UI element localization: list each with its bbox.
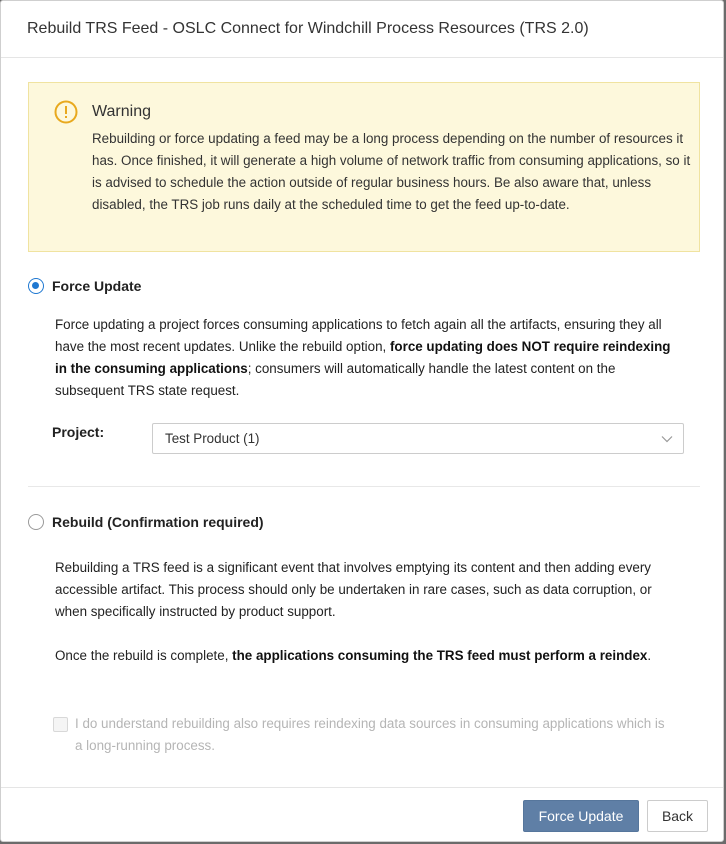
rebuild-note <box>55 645 675 667</box>
rebuild-confirm-checkbox[interactable] <box>53 717 68 732</box>
dialog-footer <box>1 787 723 842</box>
dialog-header <box>1 1 723 58</box>
project-select[interactable] <box>152 423 684 454</box>
rebuild-description: Rebuilding a TRS feed is a significant event that involves emptying its content and then adding every accessible artifact. This process should only be undertaken in rare cases, such as data corruption, or when specifically instructed by product support. <box>55 560 652 619</box>
force-update-description <box>55 314 675 402</box>
warning-title: Warning <box>92 103 151 120</box>
back-button[interactable]: Back <box>647 800 708 832</box>
chevron-down-icon <box>661 433 673 445</box>
project-select-value: Test Product (1) <box>165 431 260 446</box>
force-update-desc-part-2: ; consumers will automatically handle the latest content on the subsequent TRS state request. <box>55 361 616 398</box>
force-update-desc-bold: force updating does NOT require reindexing in the consuming applications <box>55 339 671 376</box>
project-label: Project: <box>52 424 105 440</box>
rebuild-note-part-1: Once the rebuild is complete, <box>55 648 233 663</box>
rebuild-radio[interactable] <box>28 514 44 530</box>
force-update-label[interactable]: Force Update <box>52 278 142 294</box>
force-update-button[interactable]: Force Update <box>523 800 639 832</box>
force-update-desc-part-1: Force updating a project forces consuming applications to fetch again all the artifacts, ensuring they all have the most recent updates. Unlike the rebuild option, <box>55 317 662 354</box>
section-divider <box>28 486 700 487</box>
rebuild-label[interactable]: Rebuild (Confirmation required) <box>52 514 264 530</box>
dialog-title: Rebuild TRS Feed - OSLC Connect for Windchill Process Resources (TRS 2.0) <box>27 20 589 37</box>
warning-box <box>28 82 700 252</box>
force-update-radio[interactable] <box>28 278 44 294</box>
warning-text: Rebuilding or force updating a feed may be a long process depending on the number of resources it has. Once finished, it will generate a high volume of network traffic from consuming applications, so it is advised to schedule the action outside of regular business hours. Be also aware that, unless disabled, the TRS job runs daily at the scheduled time to get the feed up-to-date. <box>92 131 691 212</box>
rebuild-note-part-2: . <box>647 648 652 663</box>
rebuild-note-bold: the applications consuming the TRS feed must perform a reindex <box>232 648 648 663</box>
rebuild-confirm-label: I do understand rebuilding also requires reindexing data sources in consuming applications which is a long-running process. <box>75 716 665 753</box>
exclamation-circle-icon <box>54 100 78 124</box>
